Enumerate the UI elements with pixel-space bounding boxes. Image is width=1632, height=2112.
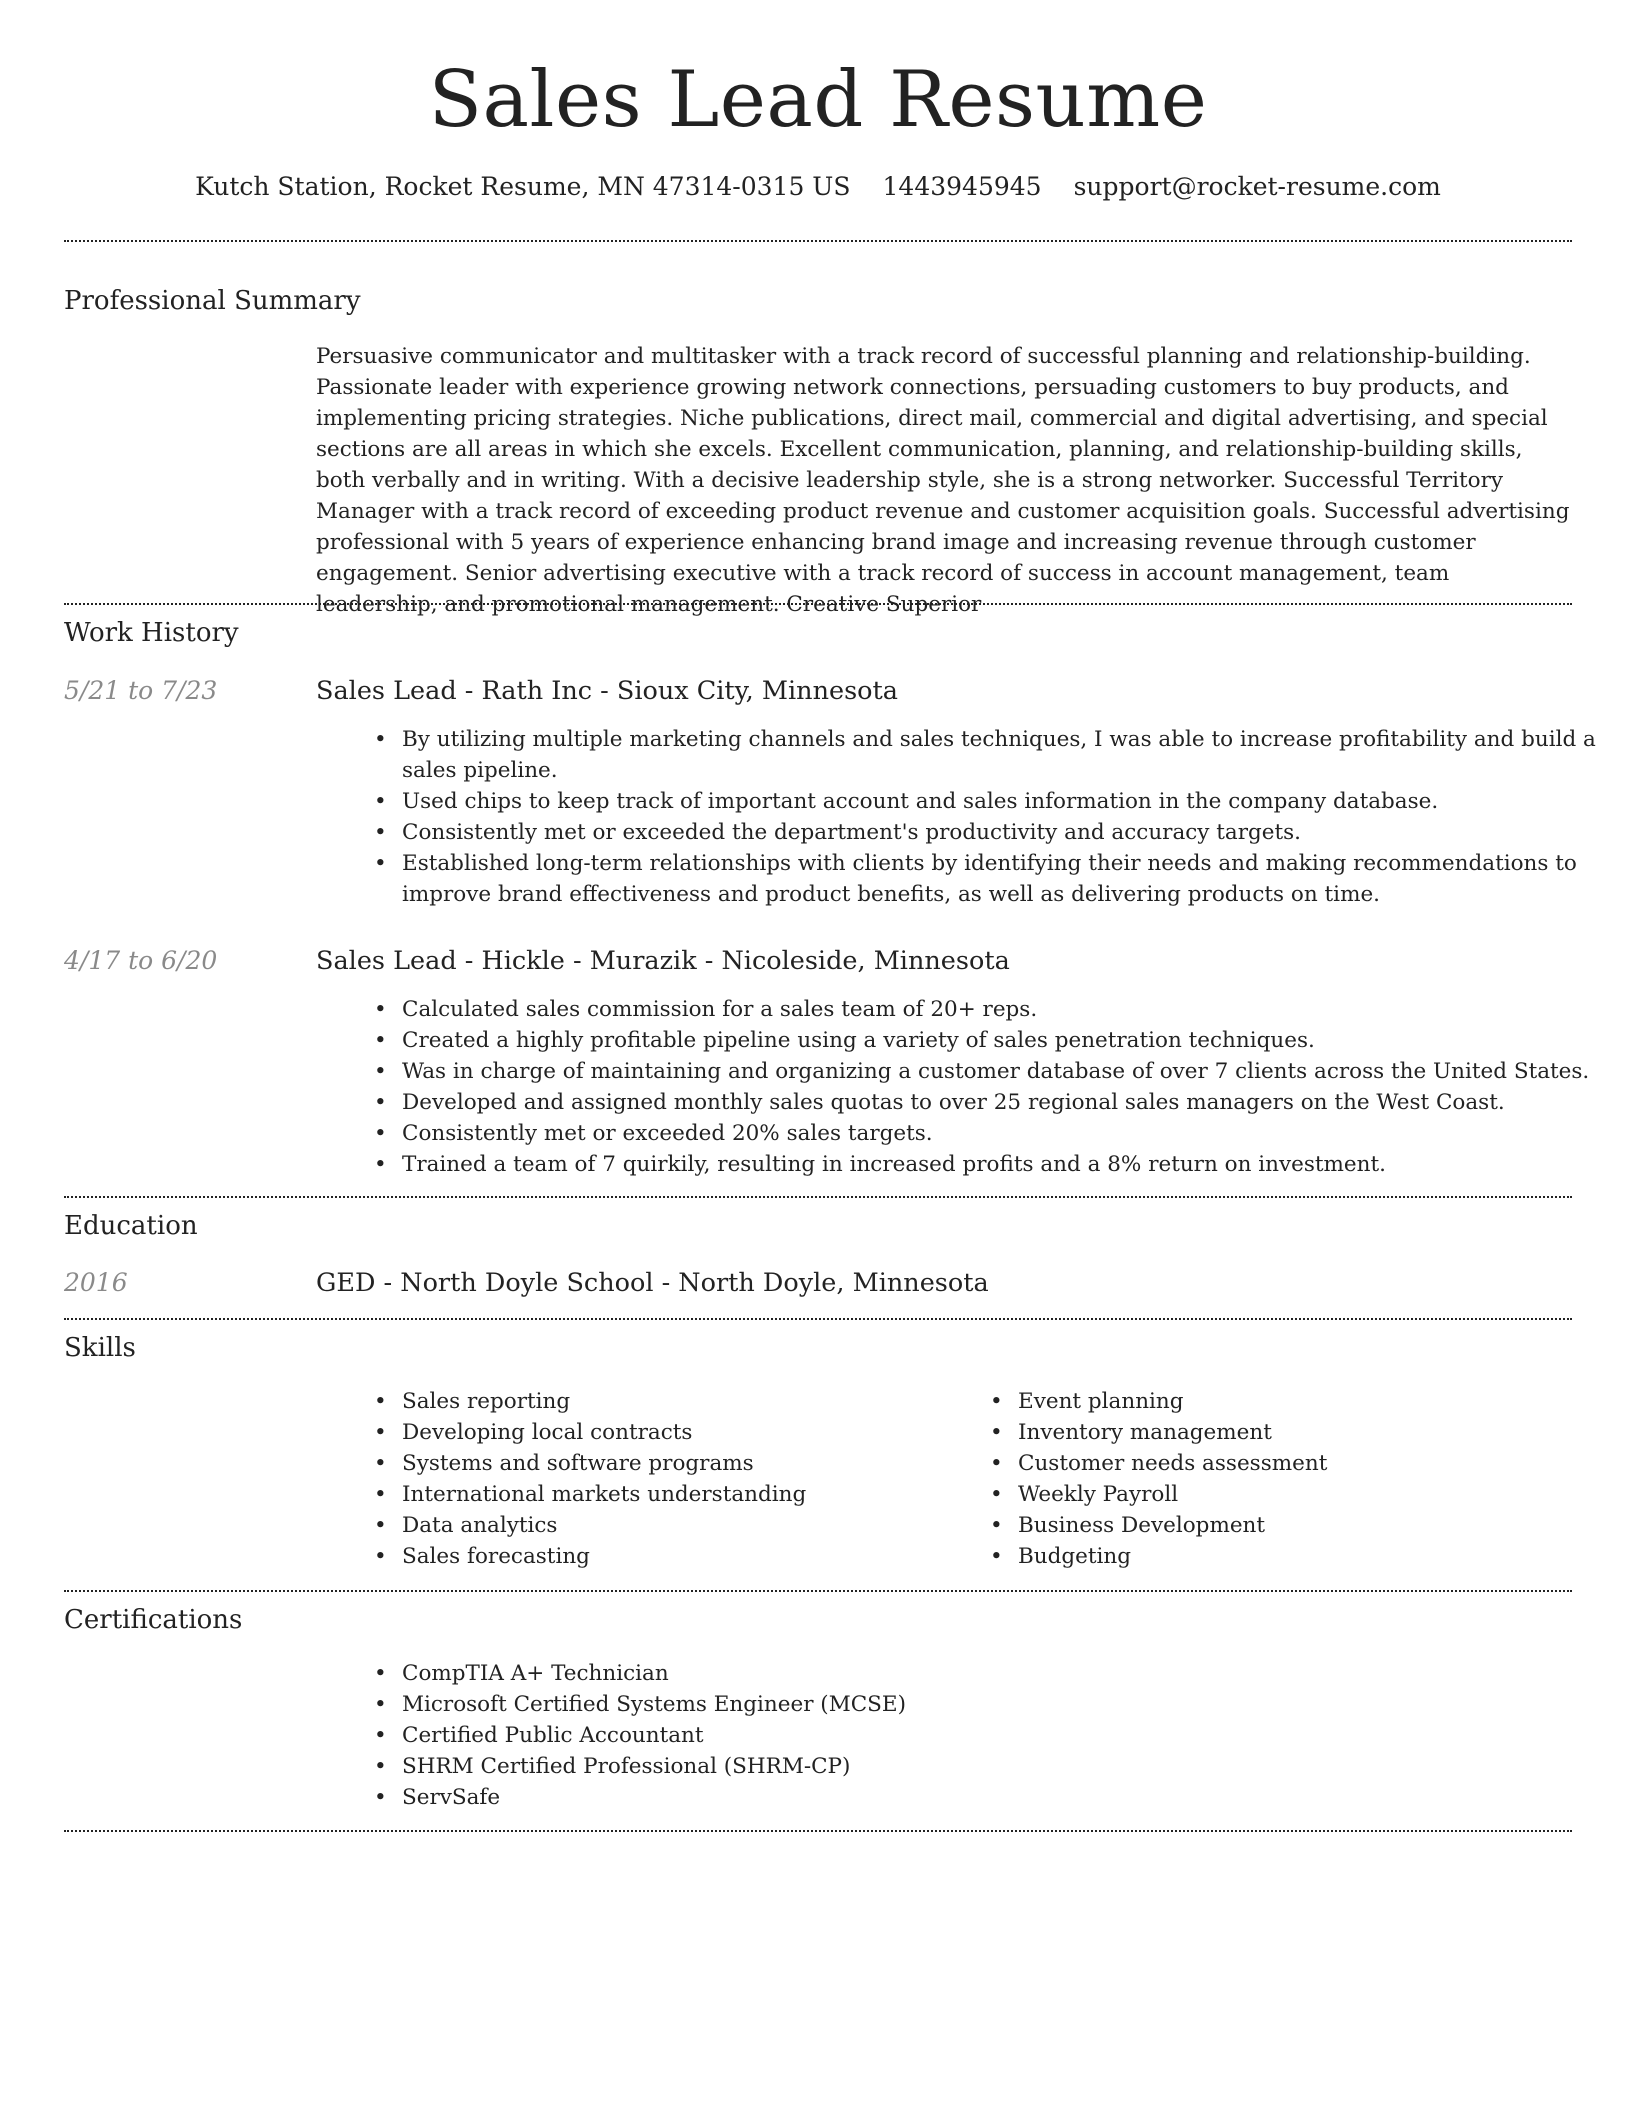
list-item: • Used chips to keep track of important account and sales information in the company database.	[402, 786, 1616, 817]
list-item: • SHRM Certified Professional (SHRM-CP)	[402, 1751, 1616, 1782]
list-item: • By utilizing multiple marketing channels and sales techniques, I was able to increase profitability and build a sales pipeline.	[402, 724, 1616, 786]
contact-phone: 1443945945	[882, 172, 1042, 201]
list-item: • Established long-term relationships with clients by identifying their needs and making recommendations to improve brand effectiveness and product benefits, as well as delivering products on time.	[402, 848, 1616, 910]
divider	[64, 1590, 1572, 1592]
list-item: • Event planning	[1018, 1386, 1616, 1417]
job-bullets	[358, 724, 1616, 910]
certifications-heading: Certifications	[64, 1605, 243, 1635]
resume-title: Sales Lead Resume	[428, 55, 1208, 145]
list-item: • Trained a team of 7 quirkily, resulting in increased profits and a 8% return on investment.	[402, 1149, 1616, 1180]
list-item: • Certified Public Accountant	[402, 1720, 1616, 1751]
contact-email: support@rocket-resume.com	[1073, 172, 1441, 201]
job-bullets	[358, 994, 1616, 1180]
summary-text: Persuasive communicator and multitasker with a track record of successful planning and relationship-building. Passionate leader with experience growing network connections, persuading customers to buy products, and implementing pricing strategies. Niche publications, direct mail, commercial and digital advertising, and special sections are all areas in which she excels. Excellent communication, planning, and relationship-building skills, both verbally and in writing. With a decisive leadership style, she is a strong networker. Successful Territory Manager with a track record of exceeding product revenue and customer acquisition goals. Successful advertising professional with 5 years of experience enhancing brand image and increasing revenue through customer engagement. Senior advertising executive with a track record of success in account management, team leadership, and promotional management. Creative Superior	[316, 344, 1570, 617]
skills-heading: Skills	[64, 1333, 136, 1363]
summary-heading: Professional Summary	[64, 286, 361, 316]
divider	[64, 603, 1572, 605]
divider	[64, 1318, 1572, 1320]
list-item: • Microsoft Certified Systems Engineer (MCSE)	[402, 1689, 1616, 1720]
list-item: • Was in charge of maintaining and organizing a customer database of over 7 clients across the United States.	[402, 1056, 1616, 1087]
list-item: • Data analytics	[402, 1510, 972, 1541]
list-item: • Customer needs assessment	[1018, 1448, 1616, 1479]
work-history-heading: Work History	[64, 618, 239, 648]
divider	[64, 240, 1572, 242]
list-item: • Budgeting	[1018, 1541, 1616, 1572]
list-item: • Weekly Payroll	[1018, 1479, 1616, 1510]
list-item: • International markets understanding	[402, 1479, 972, 1510]
list-item: • Systems and software programs	[402, 1448, 972, 1479]
list-item: • Sales reporting	[402, 1386, 972, 1417]
list-item: • Created a highly profitable pipeline using a variety of sales penetration techniques.	[402, 1025, 1616, 1056]
contact-address: Kutch Station, Rocket Resume, MN 47314-0315 US	[195, 172, 851, 201]
list-item: • Sales forecasting	[402, 1541, 972, 1572]
job-title: Sales Lead - Rath Inc - Sioux City, Minnesota	[316, 676, 898, 706]
list-item: • Developing local contracts	[402, 1417, 972, 1448]
skills-list-right	[974, 1386, 1616, 1572]
education-year: 2016	[64, 1268, 128, 1297]
divider	[64, 1830, 1572, 1832]
education-heading: Education	[64, 1211, 198, 1241]
list-item: • Developed and assigned monthly sales quotas to over 25 regional sales managers on the West Coast.	[402, 1087, 1616, 1118]
job-title: Sales Lead - Hickle - Murazik - Nicoleside, Minnesota	[316, 946, 1010, 976]
list-item: • Consistently met or exceeded the department's productivity and accuracy targets.	[402, 817, 1616, 848]
skills-list-left	[358, 1386, 972, 1572]
certifications-list	[358, 1658, 1616, 1813]
divider	[64, 1196, 1572, 1198]
job-dates: 4/17 to 6/20	[64, 946, 218, 975]
list-item: • CompTIA A+ Technician	[402, 1658, 1616, 1689]
list-item: • Inventory management	[1018, 1417, 1616, 1448]
list-item: • Calculated sales commission for a sales team of 20+ reps.	[402, 994, 1616, 1025]
list-item: • Business Development	[1018, 1510, 1616, 1541]
job-dates: 5/21 to 7/23	[64, 676, 218, 705]
list-item: • Consistently met or exceeded 20% sales targets.	[402, 1118, 1616, 1149]
list-item: • ServSafe	[402, 1782, 1616, 1813]
contact-line	[64, 170, 1572, 204]
education-title: GED - North Doyle School - North Doyle, Minnesota	[316, 1268, 989, 1298]
